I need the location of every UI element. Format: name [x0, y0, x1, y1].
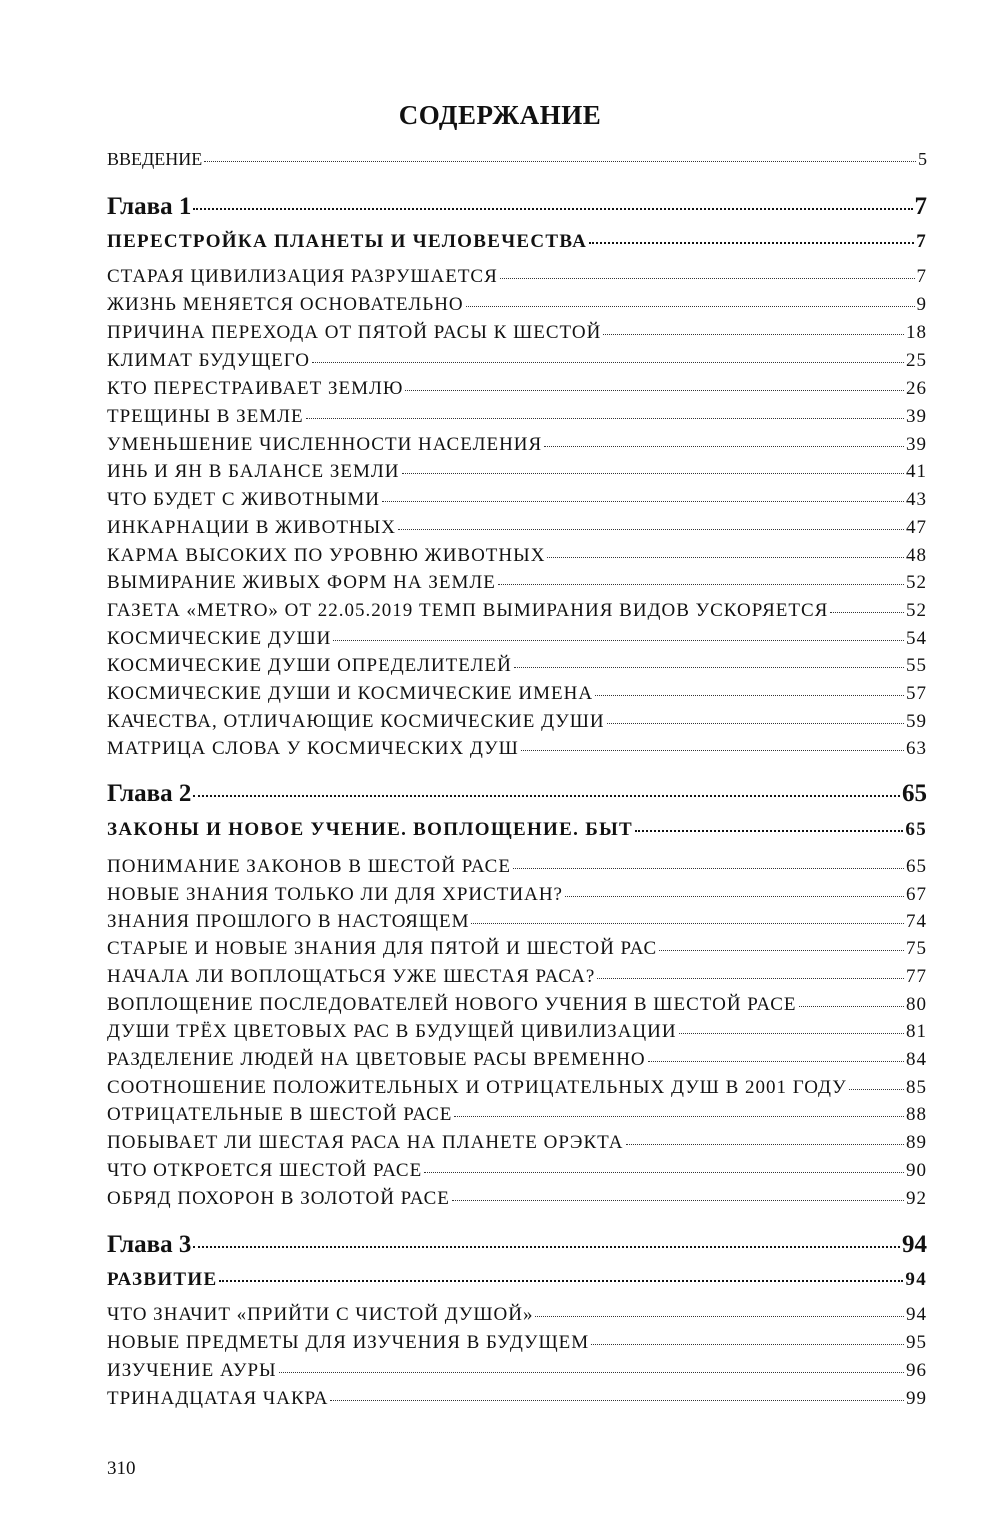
toc-entry-title: КОСМИЧЕСКИЕ ДУШИ И КОСМИЧЕСКИЕ ИМЕНА [107, 683, 594, 704]
toc-entry-title: ПОНИМАНИЕ ЗАКОНОВ В ШЕСТОЙ РАСЕ [107, 856, 511, 877]
toc-entry-page: 65 [906, 856, 927, 877]
toc-entry-title: РАЗВИТИЕ [107, 1269, 218, 1290]
toc-entry-sub [107, 1132, 927, 1154]
toc-entry-title: КАЧЕСТВА, ОТЛИЧАЮЩИЕ КОСМИЧЕСКИЕ ДУШИ [107, 711, 605, 732]
toc-entry-page: 65 [905, 819, 927, 840]
dot-leader [830, 612, 904, 613]
toc-entry-page: 95 [906, 1332, 927, 1353]
toc-entry-page: 94 [905, 1269, 927, 1290]
dot-leader [312, 362, 904, 363]
toc-entry-page: 80 [906, 994, 927, 1015]
toc-entry-sec [107, 1269, 927, 1291]
toc-entry-sub [107, 1021, 927, 1043]
dot-leader [382, 501, 904, 502]
dot-leader [204, 161, 916, 162]
toc-entry-title: ТРЕЩИНЫ В ЗЕМЛЕ [107, 406, 304, 427]
dot-leader [402, 473, 904, 474]
toc-entry-title: ЗНАНИЯ ПРОШЛОГО В НАСТОЯЩЕМ [107, 911, 470, 932]
dot-leader [547, 557, 904, 558]
dot-leader [514, 667, 904, 668]
dot-leader [849, 1089, 904, 1090]
toc-entry-sub [107, 1388, 927, 1410]
dot-leader [193, 1246, 900, 1248]
toc-entry-page: 18 [906, 322, 927, 343]
toc-entry-page: 26 [906, 378, 927, 399]
toc-entry-page: 88 [906, 1104, 927, 1125]
toc-entry-title: КТО ПЕРЕСТРАИВАЕТ ЗЕМЛЮ [107, 378, 404, 399]
toc-entry-page: 54 [906, 628, 927, 649]
toc-entry-title: ИНКАРНАЦИИ В ЖИВОТНЫХ [107, 517, 396, 538]
toc-entry-page: 43 [906, 489, 927, 510]
dot-leader [565, 896, 904, 897]
toc-entry-title: УМЕНЬШЕНИЕ ЧИСЛЕННОСТИ НАСЕЛЕНИЯ [107, 434, 543, 455]
toc-entry-chap [107, 1231, 927, 1259]
toc-entry-page: 7 [916, 231, 927, 252]
toc-entry-sub [107, 994, 927, 1016]
toc-entry-page: 39 [906, 434, 927, 455]
dot-leader [333, 640, 904, 641]
toc-entry-sub [107, 938, 927, 960]
toc-entry-page: 90 [906, 1160, 927, 1181]
page-number: 310 [107, 1458, 136, 1479]
dot-leader [500, 278, 915, 279]
toc-entry-sub [107, 294, 927, 316]
toc-entry-title: СТАРЫЕ И НОВЫЕ ЗНАНИЯ ДЛЯ ПЯТОЙ И ШЕСТОЙ РАС [107, 938, 658, 959]
toc-entry-sub [107, 322, 927, 344]
toc-entry-page: 7 [914, 193, 927, 220]
toc-entry-sub [107, 572, 927, 594]
dot-leader [603, 334, 904, 335]
toc-entry-page: 9 [916, 294, 927, 315]
toc-entry-page: 92 [906, 1188, 927, 1209]
dot-leader [405, 390, 904, 391]
toc-entry-page: 81 [906, 1021, 927, 1042]
toc-entry-page: 48 [906, 545, 927, 566]
toc-entry-title: НАЧАЛА ЛИ ВОПЛОЩАТЬСЯ УЖЕ ШЕСТАЯ РАСА? [107, 966, 596, 987]
dot-leader [648, 1061, 904, 1062]
toc-entry-sub [107, 1049, 927, 1071]
toc-entry-page: 74 [906, 911, 927, 932]
toc-entry-page: 99 [906, 1388, 927, 1409]
toc-entry-sub [107, 266, 927, 288]
toc-entry-sub [107, 856, 927, 878]
toc-entry-title: КОСМИЧЕСКИЕ ДУШИ [107, 628, 332, 649]
toc-entry-sub [107, 884, 927, 906]
dot-leader [544, 446, 904, 447]
toc-entry-sub [107, 1304, 927, 1326]
toc-entry-sub [107, 545, 927, 567]
toc-entry-sub [107, 1188, 927, 1210]
toc-entry-page: 63 [906, 738, 927, 759]
toc-entry-title: КОСМИЧЕСКИЕ ДУШИ ОПРЕДЕЛИТЕЛЕЙ [107, 655, 512, 676]
toc-entry-title: КЛИМАТ БУДУЩЕГО [107, 350, 311, 371]
toc-entry-title: ЗАКОНЫ И НОВОЕ УЧЕНИЕ. ВОПЛОЩЕНИЕ. БЫТ [107, 819, 633, 840]
dot-leader [306, 418, 904, 419]
toc-entry-page: 59 [906, 711, 927, 732]
toc-entry-title: ЧТО ЗНАЧИТ «ПРИЙТИ С ЧИСТОЙ ДУШОЙ» [107, 1304, 534, 1325]
toc-entry-sec [107, 819, 927, 841]
toc-entry-page: 39 [906, 406, 927, 427]
toc-entry-title: ГАЗЕТА «METRO» ОТ 22.05.2019 ТЕМП ВЫМИРАНИЯ ВИДОВ УСКОРЯЕТСЯ [107, 600, 829, 621]
dot-leader [635, 830, 903, 832]
toc-entry-title: ПЕРЕСТРОЙКА ПЛАНЕТЫ И ЧЕЛОВЕЧЕСТВА [107, 231, 588, 252]
dot-leader [607, 723, 904, 724]
dot-leader [193, 208, 912, 210]
toc-entry-title: Глава 2 [107, 780, 192, 807]
toc-entry-page: 85 [906, 1077, 927, 1098]
toc-entry-page: 57 [906, 683, 927, 704]
dot-leader [597, 978, 904, 979]
toc-entry-page: 89 [906, 1132, 927, 1153]
toc-entry-title: ПОБЫВАЕТ ЛИ ШЕСТАЯ РАСА НА ПЛАНЕТЕ ОРЭКТА [107, 1132, 624, 1153]
dot-leader [535, 1316, 904, 1317]
toc-entry-sub [107, 1077, 927, 1099]
toc-entry-page: 7 [916, 266, 927, 287]
toc-entry-page: 41 [906, 461, 927, 482]
dot-leader [219, 1280, 903, 1282]
toc-entry-sub [107, 966, 927, 988]
toc-entry-page: 96 [906, 1360, 927, 1381]
toc-entry-sub [107, 489, 927, 511]
toc-entry-title: ЧТО ОТКРОЕТСЯ ШЕСТОЙ РАСЕ [107, 1160, 423, 1181]
toc-entry-title: КАРМА ВЫСОКИХ ПО УРОВНЮ ЖИВОТНЫХ [107, 545, 546, 566]
dot-leader [626, 1144, 905, 1145]
toc-entry-title: ТРИНАДЦАТАЯ ЧАКРА [107, 1388, 329, 1409]
toc-entry-title: СТАРАЯ ЦИВИЛИЗАЦИЯ РАЗРУШАЕТСЯ [107, 266, 498, 287]
toc-entry-sub [107, 434, 927, 456]
toc-entry-title: Глава 1 [107, 193, 192, 220]
toc-entry-page: 94 [906, 1304, 927, 1325]
toc-entry-sub [107, 350, 927, 372]
dot-leader [279, 1372, 904, 1373]
toc-entry-sub [107, 738, 927, 760]
toc-entry-title: СООТНОШЕНИЕ ПОЛОЖИТЕЛЬНЫХ И ОТРИЦАТЕЛЬНЫХ ДУШ В 2001 ГОДУ [107, 1077, 847, 1098]
toc-entry-title: МАТРИЦА СЛОВА У КОСМИЧЕСКИХ ДУШ [107, 738, 519, 759]
dot-leader [498, 584, 904, 585]
dot-leader [330, 1400, 904, 1401]
toc-entry-sub [107, 517, 927, 539]
toc-entry-sub [107, 378, 927, 400]
toc-entry-page: 94 [902, 1231, 927, 1258]
toc-entry-title: ЖИЗНЬ МЕНЯЕТСЯ ОСНОВАТЕЛЬНО [107, 294, 464, 315]
toc-entry-title: Глава 3 [107, 1231, 192, 1258]
toc-entry-page: 52 [906, 600, 927, 621]
toc-entry-title: НОВЫЕ ПРЕДМЕТЫ ДЛЯ ИЗУЧЕНИЯ В БУДУЩЕМ [107, 1332, 590, 1353]
toc-entry-title: ОТРИЦАТЕЛЬНЫЕ В ШЕСТОЙ РАСЕ [107, 1104, 453, 1125]
toc-entry-chap [107, 780, 927, 808]
toc-entry-page: 65 [902, 780, 927, 807]
toc-entry-sub [107, 911, 927, 933]
toc-entry-sub [107, 1160, 927, 1182]
dot-leader [398, 529, 904, 530]
toc-entry-page: 25 [906, 350, 927, 371]
toc-entry-sub [107, 1104, 927, 1126]
dot-leader [591, 1344, 904, 1345]
toc-entry-page: 67 [906, 884, 927, 905]
toc-entry-title: ИЗУЧЕНИЕ АУРЫ [107, 1360, 277, 1381]
dot-leader [424, 1172, 904, 1173]
dot-leader [521, 750, 904, 751]
dot-leader [193, 795, 900, 797]
toc-entry-title: ЧТО БУДЕТ С ЖИВОТНЫМИ [107, 489, 380, 510]
toc-entry-sub [107, 683, 927, 705]
toc-entry-sub [107, 1360, 927, 1382]
toc-entry-title: РАЗДЕЛЕНИЕ ЛЮДЕЙ НА ЦВЕТОВЫЕ РАСЫ ВРЕМЕННО [107, 1049, 646, 1070]
dot-leader [513, 868, 904, 869]
dot-leader [589, 242, 914, 244]
toc-entry-title: ИНЬ И ЯН В БАЛАНСЕ ЗЕМЛИ [107, 461, 400, 482]
dot-leader [679, 1033, 904, 1034]
toc-entry-title: ОБРЯД ПОХОРОН В ЗОЛОТОЙ РАСЕ [107, 1188, 450, 1209]
toc-entry-intro [107, 149, 927, 170]
dot-leader [471, 923, 904, 924]
toc-entry-sec [107, 231, 927, 253]
toc-entry-title: ВОПЛОЩЕНИЕ ПОСЛЕДОВАТЕЛЕЙ НОВОГО УЧЕНИЯ В ШЕСТОЙ РАСЕ [107, 994, 797, 1015]
dot-leader [799, 1006, 905, 1007]
toc-entry-sub [107, 1332, 927, 1354]
toc-entry-page: 55 [906, 655, 927, 676]
toc-entry-chap [107, 193, 927, 221]
toc-entry-title: ВВЕДЕНИЕ [107, 149, 203, 169]
toc-entry-sub [107, 655, 927, 677]
dot-leader [595, 695, 904, 696]
dot-leader [466, 306, 915, 307]
dot-leader [659, 950, 904, 951]
toc-entry-sub [107, 711, 927, 733]
toc-entry-title: ДУШИ ТРЁХ ЦВЕТОВЫХ РАС В БУДУЩЕЙ ЦИВИЛИЗАЦИИ [107, 1021, 677, 1042]
dot-leader [452, 1200, 904, 1201]
page-title: СОДЕРЖАНИЕ [398, 100, 602, 130]
toc-entry-title: ВЫМИРАНИЕ ЖИВЫХ ФОРМ НА ЗЕМЛЕ [107, 572, 496, 593]
toc-entry-page: 52 [906, 572, 927, 593]
toc-entry-sub [107, 600, 927, 622]
toc-entry-title: ПРИЧИНА ПЕРЕХОДА ОТ ПЯТОЙ РАСЫ К ШЕСТОЙ [107, 322, 602, 343]
toc-entry-title: НОВЫЕ ЗНАНИЯ ТОЛЬКО ЛИ ДЛЯ ХРИСТИАН? [107, 884, 563, 905]
toc-entry-page: 5 [918, 149, 927, 169]
toc-entry-page: 75 [906, 938, 927, 959]
toc-entry-page: 77 [906, 966, 927, 987]
toc-entry-sub [107, 628, 927, 650]
toc-entry-page: 47 [906, 517, 927, 538]
toc-entry-page: 84 [906, 1049, 927, 1070]
toc-entry-sub [107, 406, 927, 428]
dot-leader [454, 1116, 904, 1117]
toc-entry-sub [107, 461, 927, 483]
